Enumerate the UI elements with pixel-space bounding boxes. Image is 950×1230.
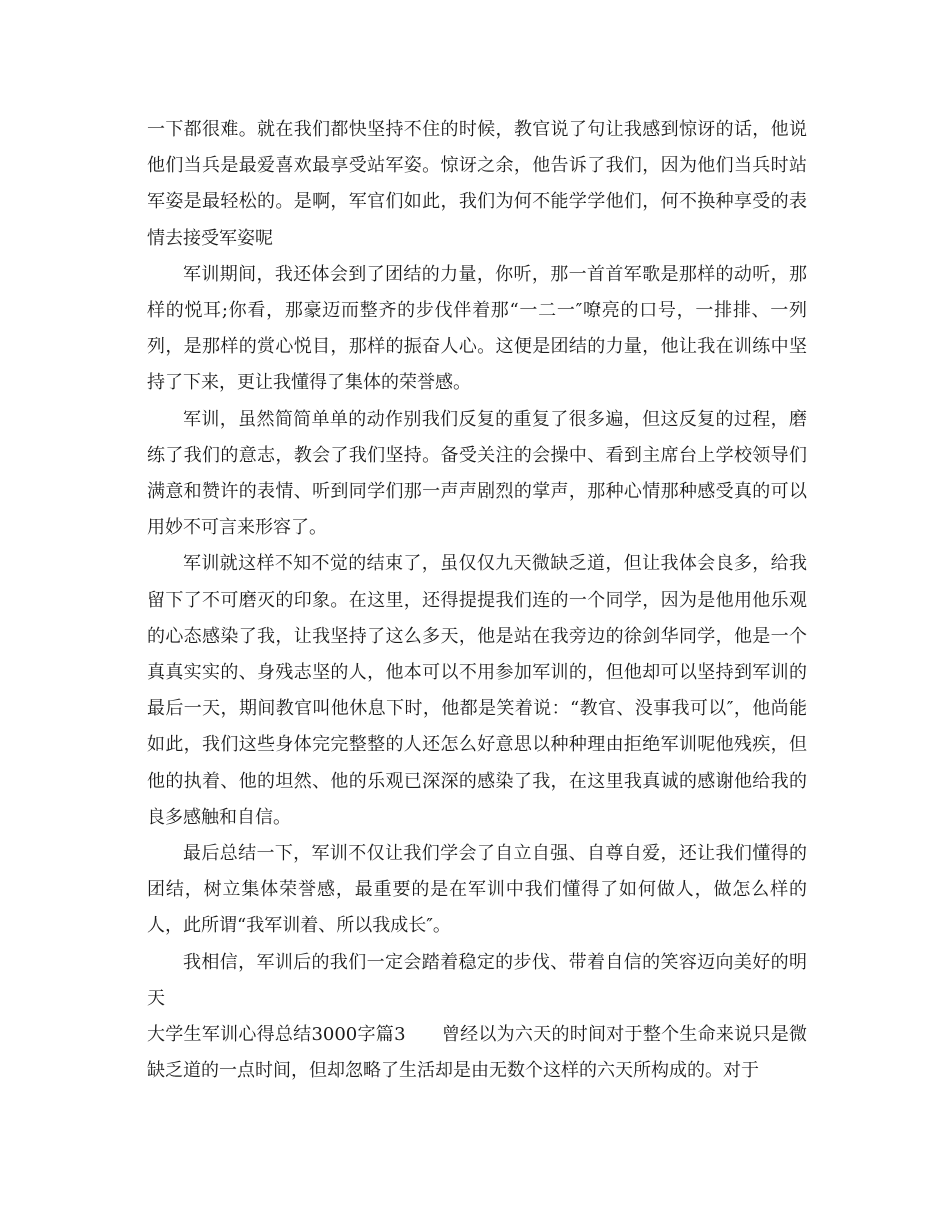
section-text: 曾经以为六天的时间对于整个生命来说只是微缺乏道的一点时间，但却忽略了生活却是由无数个这样的六天所构成的。对于	[147, 1024, 808, 1082]
paragraph-6: 我相信，军训后的我们一定会踏着稳定的步伐、带着自信的笑容迈向美好的明天	[147, 951, 807, 1009]
section-heading: 大学生军训心得总结3000字篇3	[147, 1024, 406, 1046]
paragraph-3: 军训，虽然简简单单的动作别我们反复的重复了很多遍，但这反复的过程，磨练了我们的意志，教会了我们坚持。备受关注的会操中、看到主席台上学校领导们满意和赞许的表情、听到同学们那一声声剧烈的掌声，那种心情那种感受真的可以用妙不可言来形容了。	[147, 408, 807, 539]
paragraph-4: 军训就这样不知不觉的结束了，虽仅仅九天微缺乏道，但让我体会良多，给我留下了不可磨灭的印象。在这里，还得提提我们连的一个同学，因为是他用他乐观的心态感染了我，让我坚持了这么多天，他是站在我旁边的徐剑华同学，他是一个真真实实的、身残志坚的人，他本可以不用参加军训的，但他却可以坚持到军训的最后一天，期间教官叫他休息下时，他都是笑着说：“教官、没事我可以″，他尚能如此，我们这些身体完完整整的人还怎么好意思以种种理由拒绝军训呢他残疾，但他的执着、他的坦然、他的乐观已深深的感染了我，在这里我真诚的感谢他给我的良多感触和自信。	[147, 553, 807, 828]
paragraph-1: 一下都很难。就在我们都快坚持不住的时候，教官说了句让我感到惊讶的话，他说他们当兵是最爱喜欢最享受站军姿。惊讶之余，他告诉了我们，因为他们当兵时站军姿是最轻松的。是啊，军官们如此，我们为何不能学学他们，何不换种享受的表情去接受军姿呢	[147, 119, 807, 249]
paragraph-2: 军训期间，我还体会到了团结的力量，你听，那一首首军歌是那样的动听，那样的悦耳;你看，那豪迈而整齐的步伐伴着那“一二一″嘹亮的口号，一排排、一列列，是那样的赏心悦目，那样的振奋人心。这便是团结的力量，他让我在训练中坚持了下来，更让我懂得了集体的荣誉感。	[147, 263, 807, 394]
document-body	[147, 112, 807, 1089]
section-paragraph	[147, 1017, 807, 1089]
paragraph-5: 最后总结一下，军训不仅让我们学会了自立自强、自尊自爱，还让我们懂得的团结，树立集体荣誉感，最重要的是在军训中我们懂得了如何做人，做怎么样的人，此所谓“我军训着、所以我成长″。	[147, 843, 807, 937]
